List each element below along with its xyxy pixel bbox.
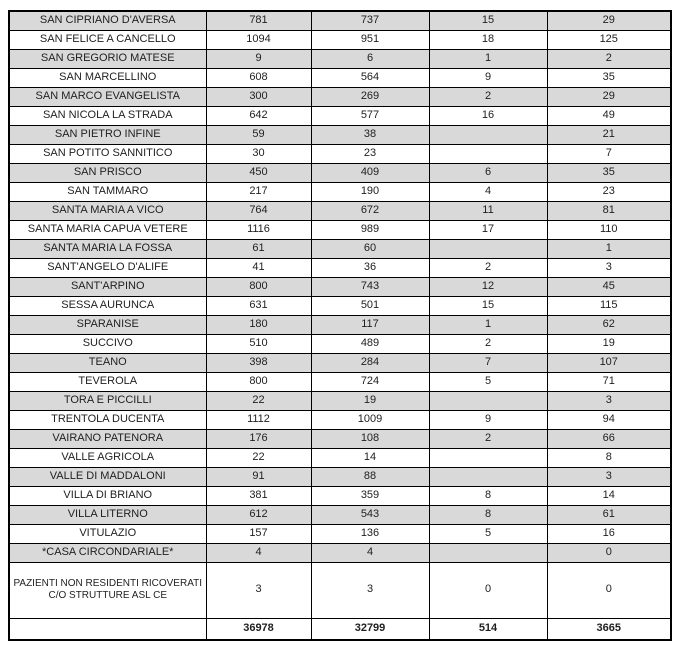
value-cell: 9 — [429, 410, 547, 429]
value-cell: 800 — [206, 372, 311, 391]
municipality-name-cell: VILLA DI BRIANO — [9, 486, 206, 505]
value-cell: 4 — [311, 543, 429, 562]
value-cell: 49 — [547, 106, 671, 125]
value-cell: 0 — [547, 562, 671, 618]
value-cell: 38 — [311, 125, 429, 144]
totals-empty-cell — [9, 618, 206, 640]
table-row — [9, 163, 671, 182]
table-row — [9, 182, 671, 201]
municipality-name-cell: VALLE DI MADDALONI — [9, 467, 206, 486]
value-cell — [429, 448, 547, 467]
value-cell: 11 — [429, 201, 547, 220]
value-cell: 642 — [206, 106, 311, 125]
value-cell: 23 — [547, 182, 671, 201]
value-cell: 14 — [311, 448, 429, 467]
table-row — [9, 486, 671, 505]
value-cell: 800 — [206, 277, 311, 296]
table-row — [9, 448, 671, 467]
value-cell: 398 — [206, 353, 311, 372]
value-cell: 381 — [206, 486, 311, 505]
value-cell: 22 — [206, 391, 311, 410]
totals-value-cell: 3665 — [547, 618, 671, 640]
value-cell: 7 — [429, 353, 547, 372]
value-cell: 0 — [547, 543, 671, 562]
value-cell: 4 — [206, 543, 311, 562]
municipality-name-cell: TRENTOLA DUCENTA — [9, 410, 206, 429]
value-cell: 108 — [311, 429, 429, 448]
value-cell: 8 — [429, 486, 547, 505]
value-cell: 62 — [547, 315, 671, 334]
value-cell: 61 — [547, 505, 671, 524]
value-cell: 180 — [206, 315, 311, 334]
value-cell: 21 — [547, 125, 671, 144]
value-cell: 81 — [547, 201, 671, 220]
value-cell: 6 — [311, 49, 429, 68]
municipality-name-cell: SAN CIPRIANO D'AVERSA — [9, 11, 206, 30]
table-row — [9, 68, 671, 87]
municipality-name-cell: VALLE AGRICOLA — [9, 448, 206, 467]
value-cell: 35 — [547, 163, 671, 182]
value-cell: 125 — [547, 30, 671, 49]
value-cell: 71 — [547, 372, 671, 391]
table-row — [9, 524, 671, 543]
value-cell — [429, 467, 547, 486]
value-cell: 359 — [311, 486, 429, 505]
value-cell: 176 — [206, 429, 311, 448]
municipality-name-cell: *CASA CIRCONDARIALE* — [9, 543, 206, 562]
value-cell: 608 — [206, 68, 311, 87]
value-cell: 2 — [429, 87, 547, 106]
table-row — [9, 353, 671, 372]
value-cell — [429, 543, 547, 562]
value-cell: 4 — [429, 182, 547, 201]
value-cell: 764 — [206, 201, 311, 220]
table-row — [9, 277, 671, 296]
table-row — [9, 125, 671, 144]
value-cell: 110 — [547, 220, 671, 239]
municipality-data-table — [8, 10, 672, 641]
value-cell: 1009 — [311, 410, 429, 429]
value-cell: 510 — [206, 334, 311, 353]
totals-value-cell: 32799 — [311, 618, 429, 640]
value-cell: 29 — [547, 11, 671, 30]
value-cell: 45 — [547, 277, 671, 296]
value-cell: 1 — [547, 239, 671, 258]
table-row — [9, 543, 671, 562]
value-cell: 3 — [311, 562, 429, 618]
municipality-name-cell: VILLA LITERNO — [9, 505, 206, 524]
value-cell: 951 — [311, 30, 429, 49]
value-cell: 91 — [206, 467, 311, 486]
municipality-name-cell: SANTA MARIA CAPUA VETERE — [9, 220, 206, 239]
value-cell: 22 — [206, 448, 311, 467]
totals-row — [9, 618, 671, 640]
value-cell: 2 — [429, 258, 547, 277]
value-cell: 1 — [429, 49, 547, 68]
value-cell: 17 — [429, 220, 547, 239]
table-row — [9, 315, 671, 334]
value-cell: 19 — [311, 391, 429, 410]
value-cell: 107 — [547, 353, 671, 372]
value-cell: 16 — [429, 106, 547, 125]
municipality-name-cell: TEANO — [9, 353, 206, 372]
value-cell: 115 — [547, 296, 671, 315]
value-cell: 450 — [206, 163, 311, 182]
municipality-name-cell: SPARANISE — [9, 315, 206, 334]
value-cell: 94 — [547, 410, 671, 429]
value-cell: 543 — [311, 505, 429, 524]
value-cell: 284 — [311, 353, 429, 372]
table-row — [9, 410, 671, 429]
table-row — [9, 106, 671, 125]
value-cell: 3 — [547, 467, 671, 486]
value-cell: 136 — [311, 524, 429, 543]
table-row — [9, 334, 671, 353]
value-cell: 66 — [547, 429, 671, 448]
municipality-name-cell: SAN FELICE A CANCELLO — [9, 30, 206, 49]
value-cell: 19 — [547, 334, 671, 353]
value-cell: 23 — [311, 144, 429, 163]
value-cell: 88 — [311, 467, 429, 486]
value-cell: 5 — [429, 524, 547, 543]
table-row — [9, 562, 671, 618]
table-row — [9, 87, 671, 106]
table-row — [9, 467, 671, 486]
value-cell: 35 — [547, 68, 671, 87]
municipality-name-cell: SAN POTITO SANNITICO — [9, 144, 206, 163]
value-cell: 217 — [206, 182, 311, 201]
municipality-name-cell: SAN PIETRO INFINE — [9, 125, 206, 144]
municipality-name-cell: SESSA AURUNCA — [9, 296, 206, 315]
value-cell: 672 — [311, 201, 429, 220]
value-cell: 60 — [311, 239, 429, 258]
value-cell: 300 — [206, 87, 311, 106]
value-cell: 9 — [429, 68, 547, 87]
value-cell: 18 — [429, 30, 547, 49]
value-cell: 1112 — [206, 410, 311, 429]
value-cell: 14 — [547, 486, 671, 505]
value-cell: 8 — [429, 505, 547, 524]
table-row — [9, 296, 671, 315]
table-row — [9, 49, 671, 68]
value-cell — [429, 144, 547, 163]
value-cell: 190 — [311, 182, 429, 201]
value-cell: 489 — [311, 334, 429, 353]
table-row — [9, 201, 671, 220]
value-cell: 3 — [547, 391, 671, 410]
value-cell: 2 — [547, 49, 671, 68]
value-cell: 0 — [429, 562, 547, 618]
value-cell — [429, 239, 547, 258]
value-cell: 5 — [429, 372, 547, 391]
table-row — [9, 429, 671, 448]
value-cell: 36 — [311, 258, 429, 277]
table-row — [9, 239, 671, 258]
municipality-name-cell: SAN PRISCO — [9, 163, 206, 182]
value-cell: 564 — [311, 68, 429, 87]
municipality-name-cell: SANT'ARPINO — [9, 277, 206, 296]
value-cell: 117 — [311, 315, 429, 334]
municipality-name-cell: SAN MARCO EVANGELISTA — [9, 87, 206, 106]
table-row — [9, 30, 671, 49]
value-cell: 781 — [206, 11, 311, 30]
value-cell: 577 — [311, 106, 429, 125]
value-cell: 269 — [311, 87, 429, 106]
value-cell: 724 — [311, 372, 429, 391]
value-cell: 743 — [311, 277, 429, 296]
value-cell: 8 — [547, 448, 671, 467]
value-cell: 29 — [547, 87, 671, 106]
municipality-name-cell: SANT'ANGELO D'ALIFE — [9, 258, 206, 277]
municipality-name-cell: TORA E PICCILLI — [9, 391, 206, 410]
municipality-name-cell: SANTA MARIA LA FOSSA — [9, 239, 206, 258]
value-cell: 631 — [206, 296, 311, 315]
value-cell — [429, 125, 547, 144]
table-row — [9, 220, 671, 239]
value-cell: 501 — [311, 296, 429, 315]
value-cell: 157 — [206, 524, 311, 543]
value-cell: 3 — [547, 258, 671, 277]
totals-value-cell: 514 — [429, 618, 547, 640]
value-cell: 2 — [429, 334, 547, 353]
table-row — [9, 144, 671, 163]
value-cell: 2 — [429, 429, 547, 448]
totals-value-cell: 36978 — [206, 618, 311, 640]
value-cell: 30 — [206, 144, 311, 163]
municipality-name-cell: SAN TAMMARO — [9, 182, 206, 201]
table-body — [9, 11, 671, 640]
value-cell: 6 — [429, 163, 547, 182]
table-row — [9, 372, 671, 391]
municipality-name-cell: SAN NICOLA LA STRADA — [9, 106, 206, 125]
value-cell: 7 — [547, 144, 671, 163]
municipality-name-cell: VITULAZIO — [9, 524, 206, 543]
table-row — [9, 258, 671, 277]
value-cell: 409 — [311, 163, 429, 182]
municipality-name-cell: TEVEROLA — [9, 372, 206, 391]
value-cell: 3 — [206, 562, 311, 618]
value-cell: 61 — [206, 239, 311, 258]
value-cell: 1094 — [206, 30, 311, 49]
value-cell: 1 — [429, 315, 547, 334]
municipality-name-cell: PAZIENTI NON RESIDENTI RICOVERATI C/O STRUTTURE ASL CE — [9, 562, 206, 618]
table-row — [9, 11, 671, 30]
municipality-name-cell: VAIRANO PATENORA — [9, 429, 206, 448]
value-cell: 41 — [206, 258, 311, 277]
municipality-name-cell: SAN GREGORIO MATESE — [9, 49, 206, 68]
table-row — [9, 391, 671, 410]
value-cell — [429, 391, 547, 410]
value-cell: 612 — [206, 505, 311, 524]
value-cell: 12 — [429, 277, 547, 296]
table-row — [9, 505, 671, 524]
value-cell: 9 — [206, 49, 311, 68]
value-cell: 737 — [311, 11, 429, 30]
municipality-name-cell: SUCCIVO — [9, 334, 206, 353]
value-cell: 59 — [206, 125, 311, 144]
value-cell: 15 — [429, 296, 547, 315]
value-cell: 15 — [429, 11, 547, 30]
municipality-name-cell: SAN MARCELLINO — [9, 68, 206, 87]
municipality-name-cell: SANTA MARIA A VICO — [9, 201, 206, 220]
value-cell: 16 — [547, 524, 671, 543]
value-cell: 989 — [311, 220, 429, 239]
value-cell: 1116 — [206, 220, 311, 239]
